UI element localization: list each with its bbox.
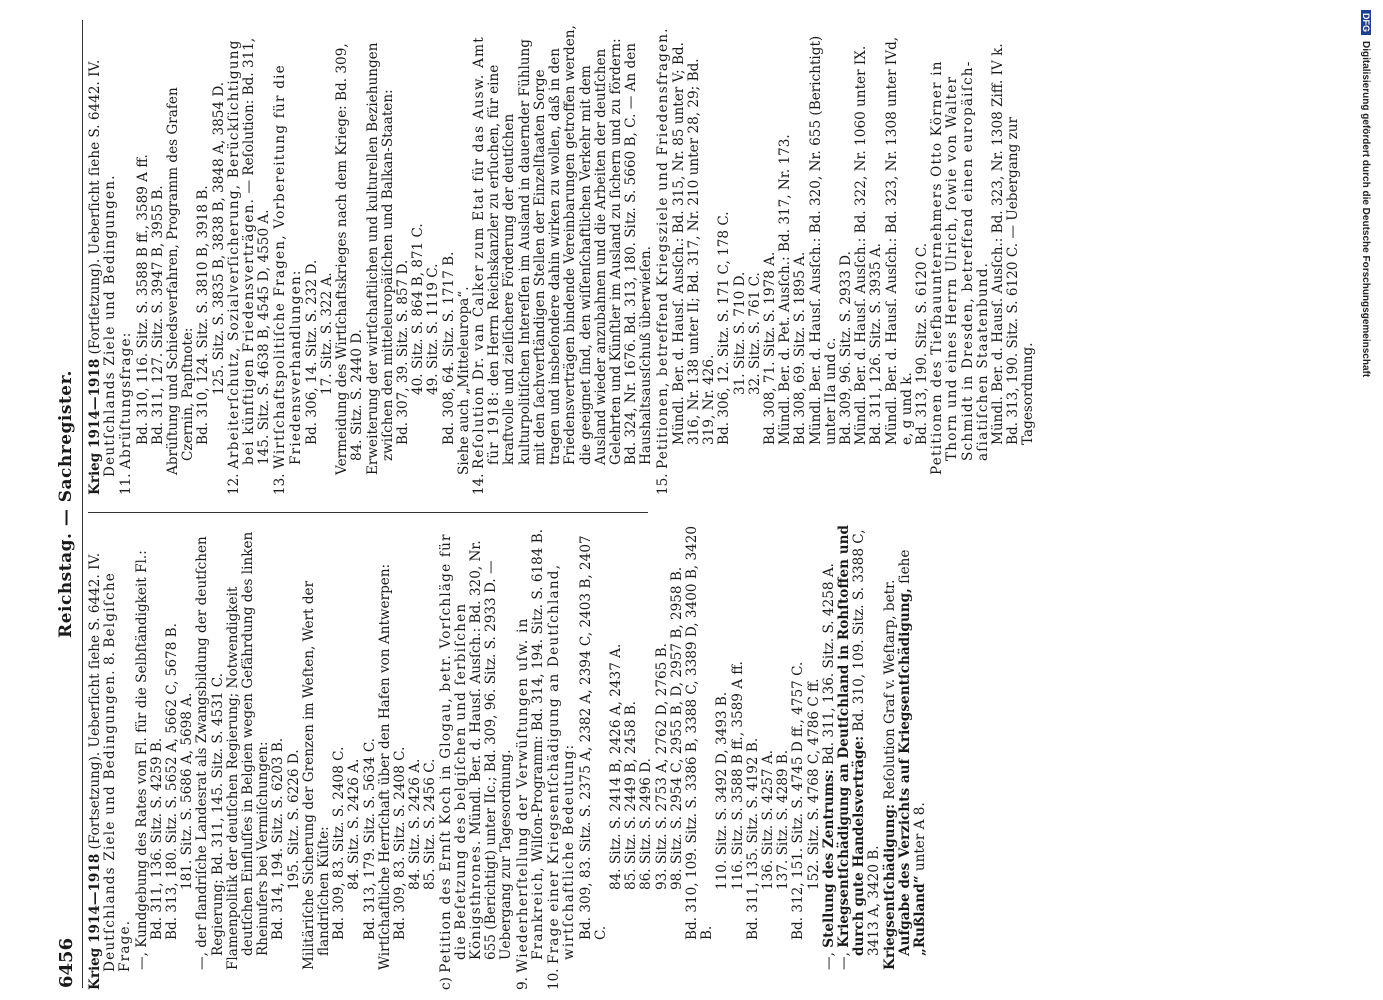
left_column-entry: 85. Sitz. S. 2449 B, 2458 B. (623, 700, 640, 890)
left_column-entry: 84. Sitz. S. 2426 A. (407, 758, 424, 890)
left_column-entry: Krieg 1914—1918 (Fortsetzung). Ueberſicht ſiehe S. 6442. IV. Deutſchlands Ziele und Bedingungen. 8. Belgiſche Frage. (87, 552, 134, 990)
left_column-entry: Bd. 310, 109. Sitz. S. 3386 B, 3388 C, 3389 D, 3400 B, 3420 B. (683, 525, 716, 940)
left_column-entry: c) Petition des Ernſt Koch in Glogau, betr. Vorſchläge für die Beſetzung des belgiſchen und ſerbiſchen Königsthrones. Mündl. Ber. d. Hausſ. Ausſch.: Bd. 320, Nr. 655 (Berichtigt) unter IIc.; Bd. 309, 96. Sitz. S. 2933 D. — Uebergang zur Tagesordnung. (437, 533, 515, 990)
left_column-entry: 84. Sitz. S. 2426 A. (346, 758, 363, 890)
right_column-entry: 17. Sitz. S. 322 A. (319, 272, 336, 395)
left_column-entry: —, Kriegsentſchädigung an Deutſchland in Rohſtoffen und durch gute Handelsverträge: Bd. 310, 109. Sitz. S. 3388 C, 3413 A, 3420 B. (835, 524, 883, 970)
right_column-entry: Bd. 308, 71. Sitz. S. 1978 A. (761, 251, 778, 445)
left_column-entry: Militäriſche Sicherung der Grenzen im Weſten, Wert der flandriſchen Küſte: (300, 580, 333, 970)
column-divider (88, 512, 648, 513)
right_column-entry: 49. Sitz. S. 1119 C. (425, 263, 442, 395)
right-column (88, 25, 1037, 495)
left_column-entry: Bd. 309, 83. Sitz. S. 2408 C. (331, 746, 348, 940)
side-note-text (1349, 10, 1371, 990)
left_column-entry: Wirtſchaftliche Herrſchaft über den Hafen von Antwerpen: (376, 563, 393, 970)
left_column-entry: Bd. 309, 83. Sitz. S. 2375 A, 2382 A, 2394 C, 2403 B, 2407 C. (577, 535, 609, 940)
right_column-entry: 12. Arbeiterſchutz, Sozialverſicherung, Berückſichtigung bei künftigen Friedensverträgen. — Reſolution: Bd. 311, 145. Sitz. S. 4638 B, 4545 D, 4550 A. (225, 37, 273, 495)
left_column-entry: 116. Sitz. S. 3588 B ff., 3589 A ff. (729, 661, 746, 890)
left_column-entry: 85. Sitz. S. 2456 C. (422, 758, 439, 890)
right_column-entry: Mündl. Ber. d. Hausſ. Ausſch.: Bd. 320, Nr. 655 (Berichtigt) unter IIa und c. (807, 35, 839, 445)
right_column-entry: 13. Wirtſchaftspolitiſche Fragen, Vorbereitung für die Friedensverhandlungen: (272, 64, 304, 495)
right_column-entry: Bd. 313, 190. Sitz. S. 6120 C. — Uebergang zur Tagesordnung. (1005, 116, 1037, 445)
right_column-entry: 31. Sitz. S. 710 D. (731, 271, 748, 395)
left_column-entry: Flamenpolitik der deutſchen Regierung; Notwendigkeit deutſchen Einfluſſes in Belgien wegen Gefährdung des linken Rheinufers bei Vermiſchungen: (224, 531, 272, 970)
right_column-entry: Bd. 311, 127. Sitz. S. 3947 B, 3955 B. (149, 185, 166, 445)
left_column-entry: 152. Sitz. S. 4768 C, 4786 C ff. (805, 678, 822, 890)
left_column-entry: 10. Frage einer Kriegsentſchädigung an Deutſchland, wirtſchaftliche Bedeutung: (546, 563, 578, 990)
left_column-entry: —, der flandriſche Landesrat als Zwangsbildung der deutſchen Regierung; Bd. 311, 145. Sitz. S. 4531 C. (194, 536, 226, 970)
right_column-entry: Siehe auch „Mitteleuropa“. (455, 286, 472, 475)
left_column-entry: Bd. 311, 136. Sitz. S. 4259 B. (148, 737, 165, 940)
left_column-entry: Kriegsentſchädigung: Reſolution Graf v. Weſtarp, betr. Aufgabe des Verzichts auf Kriegsentſchädigung, ſiehe „Rußland“ unter A 8. (881, 549, 928, 970)
right_column-entry: Bd. 306, 12. Sitz. S. 171 C, 178 C. (716, 211, 733, 445)
right_column-entry: Bd. 310, 124. Sitz. S. 3810 B, 3918 B. (195, 185, 212, 445)
right_column-entry: Bd. 313, 190. Sitz. S. 6120 C. (913, 242, 930, 445)
left_column-entry: —, Stellung des Zentrums: Bd. 311, 136. Sitz. S. 4258 A. (820, 563, 837, 970)
left_column-entry: Bd. 313, 180. Sitz. S. 5652 A, 5662 C, 5678 B. (164, 623, 181, 940)
left_column-entry: 136. Sitz. S. 4257 A. (759, 749, 776, 890)
left_column-entry: —, Kundgebung des Rates von Fl. für die Selbſtändigkeit Fl.: (133, 550, 150, 970)
right_column-entry: 125. Sitz. S. 3835 B, 3838 B, 3848 A, 3854 D. (210, 81, 227, 395)
left_column-entry: 137. Sitz. S. 4289 B. (775, 749, 792, 890)
left_column-entry: Bd. 313, 179. Sitz. S. 5634 C. (361, 737, 378, 940)
left-column (88, 520, 928, 990)
right_column-entry: Bd. 309, 96. Sitz. S. 2933 D. (837, 251, 854, 445)
dfg-badge: DFG (1361, 10, 1371, 35)
right_column-entry: Mündl. Ber. d. Hausſ. Ausſch.: Bd. 323, Nr. 1308 Ziff. IV k. (989, 43, 1006, 445)
right_column-entry: 40. Sitz. S. 864 B, 871 C. (410, 223, 427, 395)
left_column-entry: Bd. 314, 194. Sitz. S. 6203 B. (270, 737, 287, 940)
right_column-entry: 15. Petitionen, betreffend Kriegsziele und Friedensfragen. (654, 27, 671, 495)
right_column-entry: Vermeidung des Wirtſchaftskrieges nach dem Kriege: Bd. 309, 84. Sitz. S. 2440 D. (334, 43, 366, 475)
left_column-entry: 86. Sitz. S. 2496 D. (638, 758, 655, 890)
right_column-entry: Bd. 311, 126. Sitz. S. 3935 A. (868, 243, 885, 445)
right_column-entry: Abrüſtung und Schiedsverfahren, Programm des Grafen Czernin, Papſtnote: (165, 87, 197, 475)
left_column-entry: Bd. 309, 83. Sitz. S. 2408 C. (392, 746, 409, 940)
right_column-entry: Krieg 1914—1918 (Fortſetzung). Ueberſicht ſiehe S. 6442. IV. Deutſchlands Ziele und Bedingungen. (87, 59, 119, 495)
right_column-entry: Bd. 307, 39. Sitz. S. 857 D. (395, 259, 412, 445)
right_column-entry: Mündl. Ber. d. Hausſ. Ausſch.: Bd. 323, Nr. 1308 unter IVd, e, g und k. (883, 36, 915, 445)
right_column-entry: Mündl. Ber. d. Pet. Ausſch.: Bd. 317, Nr. 173. (777, 134, 794, 445)
dfg-credit: Digitalisierung gefördert durch die Deutsche Forschungsgemeinschaft (1360, 41, 1371, 378)
right_column-entry: Erweiterung der wirtſchaftlichen und kulturellen Beziehungen zwiſchen den mitteleuropäiſchen und Balkan-Staaten: (364, 42, 396, 475)
right_column-entry: Mündl. Ber. d. Hausſ. Ausſch.: Bd. 315, Nr. 85 unter V; Bd. 316, Nr. 138 unter II; Bd. 317, Nr. 210 unter 28, 29; Bd. 319, Nr. 426. (670, 42, 718, 445)
left_column-entry: 84. Sitz. S. 2414 B, 2426 A, 2437 A. (607, 643, 624, 890)
left_column-entry: 9. Wiederherſtellung der Verwüſtungen uſw. in Frankreich, Wilſon-Programm: Bd. 314, 194. Sitz. S. 6184 B. (514, 528, 546, 990)
right_column-entry: Bd. 306, 14. Sitz. S. 232 D. (303, 259, 320, 445)
right_column-entry: Mündl. Ber. d. Hausſ. Ausſch.: Bd. 322, Nr. 1060 unter IX. (853, 45, 870, 445)
right_column-entry: Bd. 310, 116. Sitz. S. 3588 B ff., 3589 A ff. (134, 154, 151, 445)
left_column-entry: 195. Sitz. S. 6226 D. (285, 749, 302, 890)
left_column-entry: Bd. 311, 135. Sitz. S. 4192 B. (744, 737, 761, 940)
right_column-entry: 11. Abrüſtungsfrage: (118, 331, 135, 495)
side-note (1355, 10, 1377, 990)
page-header-bar (52, 20, 83, 988)
page-header: Reichstag. — Sachregister. (56, 370, 76, 638)
page-number: 6456 (56, 937, 77, 988)
right_column-entry: 32. Sitz. S. 761 C. (746, 272, 763, 395)
left_column-entry: 93. Sitz. S. 2753 A, 2762 D, 2765 B. (653, 643, 670, 890)
left_column-entry: Bd. 312, 151. Sitz. S. 4745 D ff., 4757 C. (790, 661, 807, 940)
left_column-entry: 98. Sitz. S. 2954 C, 2955 B, D, 2957 B, 2958 B. (668, 566, 685, 890)
right_column-entry: 14. Reſolution Dr. van Calker zum Etat für das Ausw. Amt für 1918: den Herrn Reichskanzler zu erſuchen, für eine kraftvolle und zielſichere Förderung der deutſchen kulturpolitiſchen Intereſſen im Ausland in dauernder Fühlung mit den ſachverſtändigen Stellen der Einzelſtaaten Sorge tragen und insbeſondere dahin wirken zu wollen, daß in den Friedensverträgen bindende Vereinbarungen getroffen werden, die geeignet ſind, den wiſſenſchaftlichen Verkehr mit dem Ausland wieder anzubahnen und die Arbeiten der deutſchen Gelehrten und Künſtler im Ausland zu ſichern und zu fördern: Bd. 324, Nr. 1676. Bd. 313, 180. Sitz. S. 5660 B, C. — An den Haushaltsausſchuß überwieſen. (471, 25, 655, 495)
left_column-entry: 110. Sitz. S. 3492 D, 3493 B. (714, 691, 731, 890)
left_column-entry: 181. Sitz. S. 5686 A, 5698 A. (179, 692, 196, 890)
right_column-entry: Bd. 308, 64. Sitz. S. 1717 B. (440, 251, 457, 445)
right_column-entry: Bd. 308, 69. Sitz. S. 1895 A. (792, 251, 809, 445)
right_column-entry: Petitionen des Tiefbauunternehmers Otto Körner in Thorn und eines Herrn Ulrich, ſowie von Walter Schmidt in Dresden, betreffend einen europäiſch-aſiatiſchen Staatenbund. (929, 60, 991, 475)
